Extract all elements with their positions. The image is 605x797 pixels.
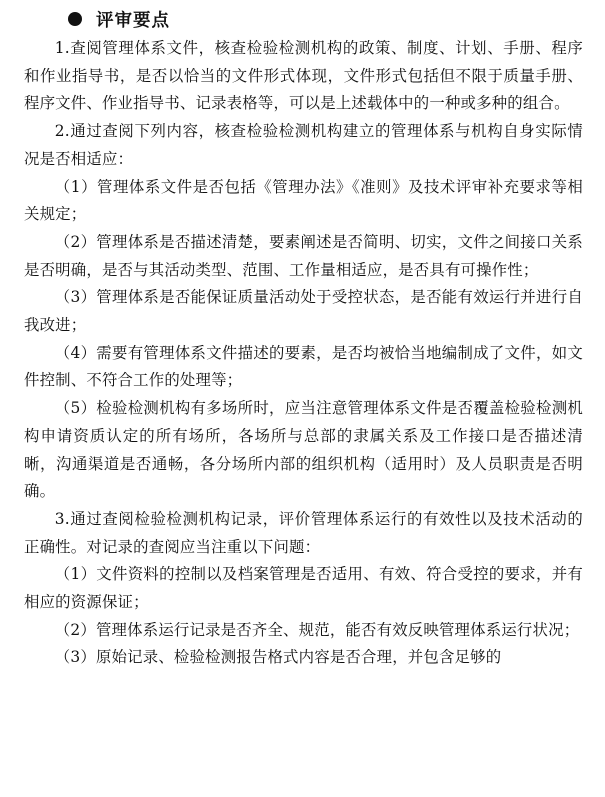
paragraph-3-item-2: （2）管理体系运行记录是否齐全、规范，能否有效反映管理体系运行状况；	[54, 620, 580, 639]
paragraph-3-item-3: （3）原始记录、检验检测报告格式内容是否合理，并包含足够的	[54, 648, 502, 667]
section-heading	[24, 2, 583, 36]
filled-circle-bullet-icon	[68, 12, 82, 26]
section-heading-text: 评审要点	[96, 10, 170, 31]
paragraph-2-item-3: （3）管理体系是否能保证质量活动处于受控状态，是否能有效运行并进行自我改进；	[24, 288, 583, 335]
paragraph-2-item-2: （2）管理体系是否描述清楚，要素阐述是否简明、切实，文件之间接口关系是否明确，是否与其活动类型、范围、工作量相适应，是否具有可操作性；	[24, 232, 583, 279]
paragraph-1: 1.查阅管理体系文件，核查检验检测机构的政策、制度、计划、手册、程序和作业指导书，是否以恰当的文件形式体现，文件形式包括但不限于质量手册、程序文件、作业指导书、记录表格等，可以是上述载体中的一种或多种的组合。	[24, 39, 583, 113]
paragraph-2-item-5: （5）检验检测机构有多场所时，应当注意管理体系文件是否覆盖检验检测机构申请资质认定的所有场所，各场所与总部的隶属关系及工作接口是否描述清晰，沟通渠道是否通畅，各分场所内部的组织机构（适用时）及人员职责是否明确。	[24, 399, 583, 501]
paragraph-2-item-4: （4）需要有管理体系文件描述的要素，是否均被恰当地编制成了文件，如文件控制、不符合工作的处理等；	[24, 343, 583, 390]
paragraph-2-item-1: （1）管理体系文件是否包括《管理办法》《准则》及技术评审补充要求等相关规定；	[24, 177, 583, 224]
paragraph-2: 2.通过查阅下列内容，核查检验检测机构建立的管理体系与机构自身实际情况是否相适应：	[24, 122, 583, 168]
paragraph-3-item-1: （1）文件资料的控制以及档案管理是否适用、有效、符合受控的要求，并有相应的资源保证；	[24, 565, 583, 612]
paragraph-3: 3.通过查阅检验检测机构记录，评价管理体系运行的有效性以及技术活动的正确性。对记录的查阅应当注重以下问题：	[24, 509, 583, 556]
